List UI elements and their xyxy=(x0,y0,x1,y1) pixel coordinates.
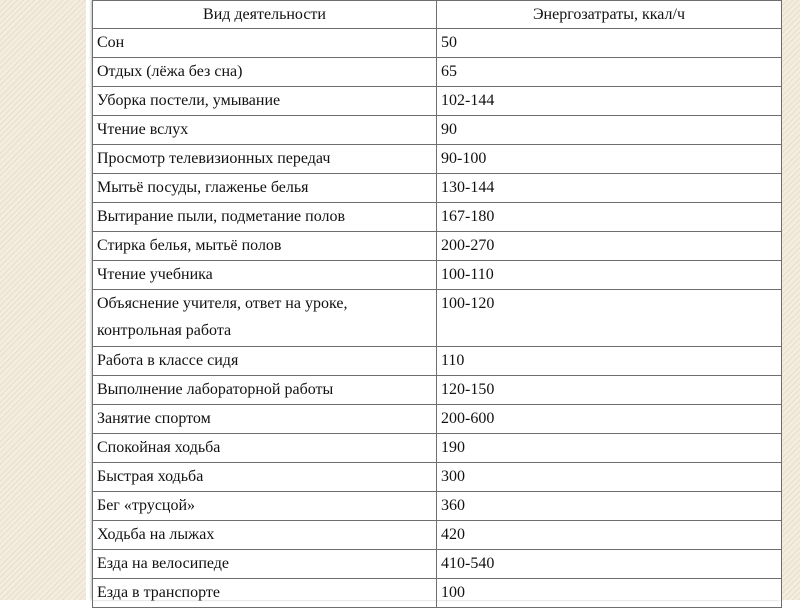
table-row xyxy=(93,463,782,492)
energy-table xyxy=(92,0,782,608)
energy-cell: 200-270 xyxy=(437,232,782,261)
table-row xyxy=(93,174,782,203)
energy-cell: 100-110 xyxy=(437,261,782,290)
energy-cell: 130-144 xyxy=(437,174,782,203)
energy-cell: 100 xyxy=(437,579,782,608)
activity-cell: Чтение вслух xyxy=(93,116,437,145)
table-row xyxy=(93,87,782,116)
activity-cell: Езда на велосипеде xyxy=(93,550,437,579)
table-row xyxy=(93,145,782,174)
activity-cell: Просмотр телевизионных передач xyxy=(93,145,437,174)
activity-cell: Сон xyxy=(93,29,437,58)
table-row xyxy=(93,405,782,434)
energy-cell: 65 xyxy=(437,58,782,87)
table-row xyxy=(93,58,782,87)
activity-cell: Отдых (лёжа без сна) xyxy=(93,58,437,87)
energy-cell: 120-150 xyxy=(437,376,782,405)
table-panel xyxy=(92,0,781,600)
table-row xyxy=(93,434,782,463)
activity-cell: Объяснение учителя, ответ на уроке, контрольная работа xyxy=(93,290,437,347)
activity-cell: Работа в классе сидя xyxy=(93,347,437,376)
energy-cell: 167-180 xyxy=(437,203,782,232)
table-row xyxy=(93,521,782,550)
energy-cell: 50 xyxy=(437,29,782,58)
background-stripe-right xyxy=(781,0,800,600)
activity-cell: Спокойная ходьба xyxy=(93,434,437,463)
background-stripe-left xyxy=(0,0,86,600)
table-row xyxy=(93,116,782,145)
energy-cell: 90 xyxy=(437,116,782,145)
table-row xyxy=(93,261,782,290)
energy-cell: 110 xyxy=(437,347,782,376)
header-activity: Вид деятельности xyxy=(93,1,437,29)
activity-cell: Мытьё посуды, глаженье белья xyxy=(93,174,437,203)
activity-cell: Чтение учебника xyxy=(93,261,437,290)
table-row xyxy=(93,492,782,521)
table-row xyxy=(93,203,782,232)
table-row xyxy=(93,290,782,347)
energy-cell: 200-600 xyxy=(437,405,782,434)
table-row xyxy=(93,550,782,579)
energy-cell: 410-540 xyxy=(437,550,782,579)
energy-cell: 90-100 xyxy=(437,145,782,174)
table-row xyxy=(93,347,782,376)
table-row xyxy=(93,29,782,58)
table-row xyxy=(93,579,782,608)
activity-cell: Езда в транспорте xyxy=(93,579,437,608)
energy-cell: 300 xyxy=(437,463,782,492)
table-row xyxy=(93,232,782,261)
table-row xyxy=(93,376,782,405)
energy-cell: 102-144 xyxy=(437,87,782,116)
table-header-row xyxy=(93,1,782,29)
activity-cell: Уборка постели, умывание xyxy=(93,87,437,116)
energy-cell: 100-120 xyxy=(437,290,782,347)
activity-cell: Ходьба на лыжах xyxy=(93,521,437,550)
header-energy: Энергозатраты, ккал/ч xyxy=(437,1,782,29)
energy-cell: 360 xyxy=(437,492,782,521)
activity-cell: Занятие спортом xyxy=(93,405,437,434)
activity-cell: Вытирание пыли, подметание полов xyxy=(93,203,437,232)
energy-cell: 190 xyxy=(437,434,782,463)
activity-cell: Выполнение лабораторной работы xyxy=(93,376,437,405)
activity-cell: Бег «трусцой» xyxy=(93,492,437,521)
activity-cell: Быстрая ходьба xyxy=(93,463,437,492)
energy-cell: 420 xyxy=(437,521,782,550)
activity-cell: Стирка белья, мытьё полов xyxy=(93,232,437,261)
